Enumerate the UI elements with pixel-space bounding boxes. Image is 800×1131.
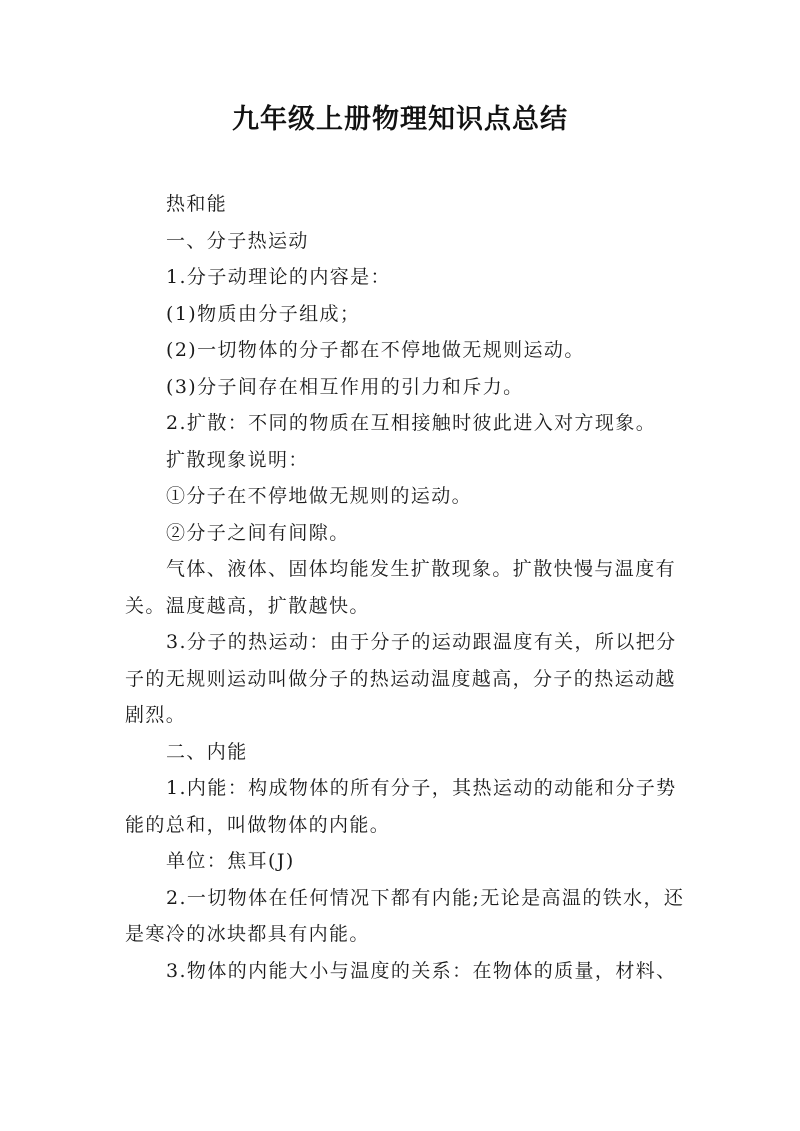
section-heading: 热和能 — [166, 193, 228, 215]
paragraph: 3.物体的内能大小与温度的关系：在物体的质量，材料、 — [166, 959, 677, 982]
subsection-heading: 一、分子热运动 — [166, 229, 309, 252]
paragraph: 2.一切物体在任何情况下都有内能;无论是高温的铁水，还是寒冷的冰块都具有内能。 — [125, 886, 685, 945]
document-body — [125, 186, 695, 989]
subsection-heading: 二、内能 — [166, 740, 248, 763]
document-title: 九年级上册物理知识点总结 — [232, 104, 568, 135]
paragraph: 1.内能：构成物体的所有分子，其热运动的动能和分子势能的总和，叫做物体的内能。 — [125, 777, 677, 836]
paragraph: (2)一切物体的分子都在不停地做无规则运动。 — [166, 339, 585, 361]
paragraph: 3.分子的热运动：由于分子的运动跟温度有关，所以把分子的无规则运动叫做分子的热运动温度越高，分子的热运动越剧烈。 — [125, 631, 677, 726]
paragraph: ①分子在不停地做无规则的运动。 — [166, 485, 473, 507]
paragraph: 扩散现象说明： — [166, 448, 309, 471]
paragraph: 1.分子动理论的内容是： — [166, 266, 391, 288]
paragraph: ②分子之间有间隙。 — [166, 521, 350, 544]
paragraph: 单位：焦耳(J) — [166, 850, 295, 872]
paragraph: (1)物质由分子组成； — [166, 302, 361, 325]
paragraph: (3)分子间存在相互作用的引力和斥力。 — [166, 375, 524, 398]
paragraph: 2.扩散：不同的物质在互相接触时彼此进入对方现象。 — [166, 412, 657, 434]
paragraph: 气体、液体、固体均能发生扩散现象。扩散快慢与温度有关。温度越高，扩散越快。 — [125, 558, 677, 617]
